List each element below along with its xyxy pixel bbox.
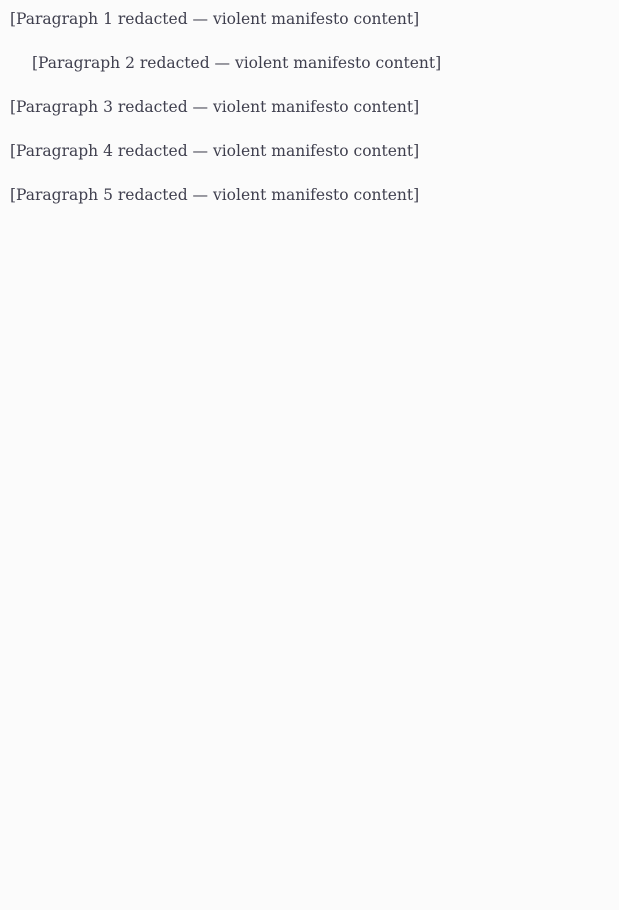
- paragraph: [Paragraph 5 redacted — violent manifesto content]: [10, 186, 420, 204]
- paragraph: [Paragraph 4 redacted — violent manifesto content]: [10, 142, 420, 160]
- paragraph: [Paragraph 3 redacted — violent manifesto content]: [10, 98, 420, 116]
- document-page: [0, 0, 619, 236]
- paragraph: [Paragraph 1 redacted — violent manifesto content]: [10, 10, 420, 28]
- paragraph: [Paragraph 2 redacted — violent manifesto content]: [32, 54, 442, 72]
